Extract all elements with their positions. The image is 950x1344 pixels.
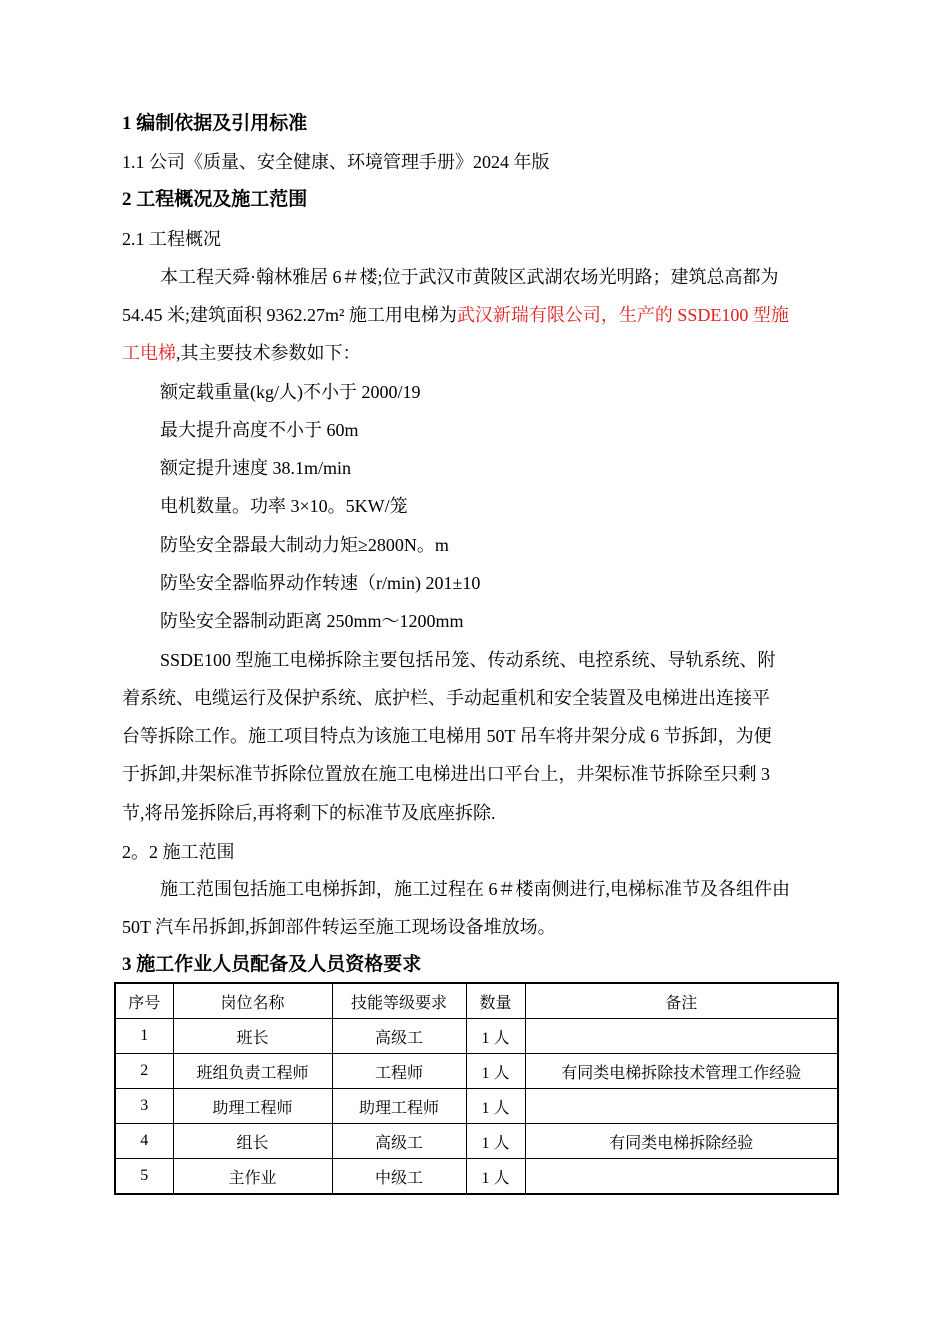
staffing-table (114, 982, 839, 1195)
overview-text: ,其主要技术参数如下： (176, 343, 361, 363)
dismantle-paragraph-line: 着系统、电缆运行及保护系统、底护栏、手动起重机和安全装置及电梯进出连接平 (122, 688, 770, 708)
cell-position: 助理工程师 (173, 1089, 332, 1124)
col-header-position: 岗位名称 (173, 983, 332, 1019)
cell-skill: 助理工程师 (332, 1089, 466, 1124)
manufacturer-highlight: 武汉新瑞有限公司，生产的 SSDE100 型施 (456, 305, 789, 325)
table-header-row (115, 983, 838, 1019)
col-header-no: 序号 (115, 983, 173, 1019)
cell-remarks (525, 1159, 838, 1195)
param-brake-distance: 防坠安全器制动距离 250mm～1200mm (160, 611, 464, 631)
table-row (115, 1019, 838, 1054)
section-2-2-heading: 2。2 施工范围 (122, 842, 235, 862)
cell-no: 1 (115, 1019, 173, 1054)
cell-position: 班组负责工程师 (173, 1054, 332, 1089)
overview-paragraph-line: 本工程天舜·翰林雅居 6＃楼;位于武汉市黄陂区武湖农场光明路；建筑总高都为 (160, 267, 779, 287)
cell-remarks (525, 1019, 838, 1054)
col-header-remarks: 备注 (525, 983, 838, 1019)
section-1-1-text: 1.1 公司《质量、安全健康、环境管理手册》2024 年版 (122, 152, 550, 172)
section-3-heading: 3 施工作业人员配备及人员资格要求 (122, 954, 422, 975)
cell-position: 主作业 (173, 1159, 332, 1195)
overview-paragraph-line (122, 303, 789, 327)
cell-skill: 工程师 (332, 1054, 466, 1089)
cell-remarks: 有同类电梯拆除经验 (525, 1124, 838, 1159)
param-lift-speed: 额定提升速度 38.1m/min (160, 458, 352, 478)
cell-position: 组长 (173, 1124, 332, 1159)
cell-skill: 中级工 (332, 1159, 466, 1195)
cell-remarks (525, 1089, 838, 1124)
manufacturer-highlight: 工电梯 (122, 343, 176, 363)
cell-skill: 高级工 (332, 1124, 466, 1159)
param-rated-load: 额定载重量(kg/人)不小于 2000/19 (160, 382, 421, 402)
table-row (115, 1124, 838, 1159)
cell-remarks: 有同类电梯拆除技术管理工作经验 (525, 1054, 838, 1089)
cell-no: 3 (115, 1089, 173, 1124)
param-motor: 电机数量。功率 3×10。5KW/笼 (160, 496, 408, 516)
scope-paragraph-line: 施工范围包括施工电梯拆卸，施工过程在 6＃楼南侧进行,电梯标准节及各组件由 (160, 879, 790, 899)
cell-quantity: 1 人 (466, 1054, 525, 1089)
col-header-quantity: 数量 (466, 983, 525, 1019)
cell-quantity: 1 人 (466, 1159, 525, 1195)
cell-skill: 高级工 (332, 1019, 466, 1054)
dismantle-paragraph-line: 于拆卸,井架标准节拆除位置放在施工电梯进出口平台上，井架标准节拆除至只剩 3 (122, 764, 770, 784)
section-2-heading: 2 工程概况及施工范围 (122, 189, 308, 210)
overview-paragraph-line (122, 341, 361, 365)
param-brake-torque: 防坠安全器最大制动力矩≥2800N。m (160, 535, 449, 555)
table-row (115, 1054, 838, 1089)
cell-quantity: 1 人 (466, 1089, 525, 1124)
section-2-1-heading: 2.1 工程概况 (122, 229, 221, 249)
dismantle-paragraph-line: 台等拆除工作。施工项目特点为该施工电梯用 50T 吊车将井架分成 6 节拆卸，为便 (122, 726, 772, 746)
cell-no: 2 (115, 1054, 173, 1089)
param-max-height: 最大提升高度不小于 60m (160, 420, 359, 440)
param-trip-speed: 防坠安全器临界动作转速（r/min) 201±10 (160, 573, 481, 593)
overview-text: 54.45 米;建筑面积 9362.27m² 施工用电梯为 (122, 305, 457, 325)
table-row (115, 1159, 838, 1195)
table-row (115, 1089, 838, 1124)
dismantle-paragraph-line: 节,将吊笼拆除后,再将剩下的标准节及底座拆除. (122, 803, 496, 823)
scope-paragraph-line: 50T 汽车吊拆卸,拆卸部件转运至施工现场设备堆放场。 (122, 917, 556, 937)
dismantle-paragraph-line: SSDE100 型施工电梯拆除主要包括吊笼、传动系统、电控系统、导轨系统、附 (160, 650, 776, 670)
cell-no: 4 (115, 1124, 173, 1159)
cell-position: 班长 (173, 1019, 332, 1054)
cell-quantity: 1 人 (466, 1019, 525, 1054)
col-header-skill: 技能等级要求 (332, 983, 466, 1019)
cell-no: 5 (115, 1159, 173, 1195)
section-1-heading: 1 编制依据及引用标准 (122, 113, 308, 134)
cell-quantity: 1 人 (466, 1124, 525, 1159)
